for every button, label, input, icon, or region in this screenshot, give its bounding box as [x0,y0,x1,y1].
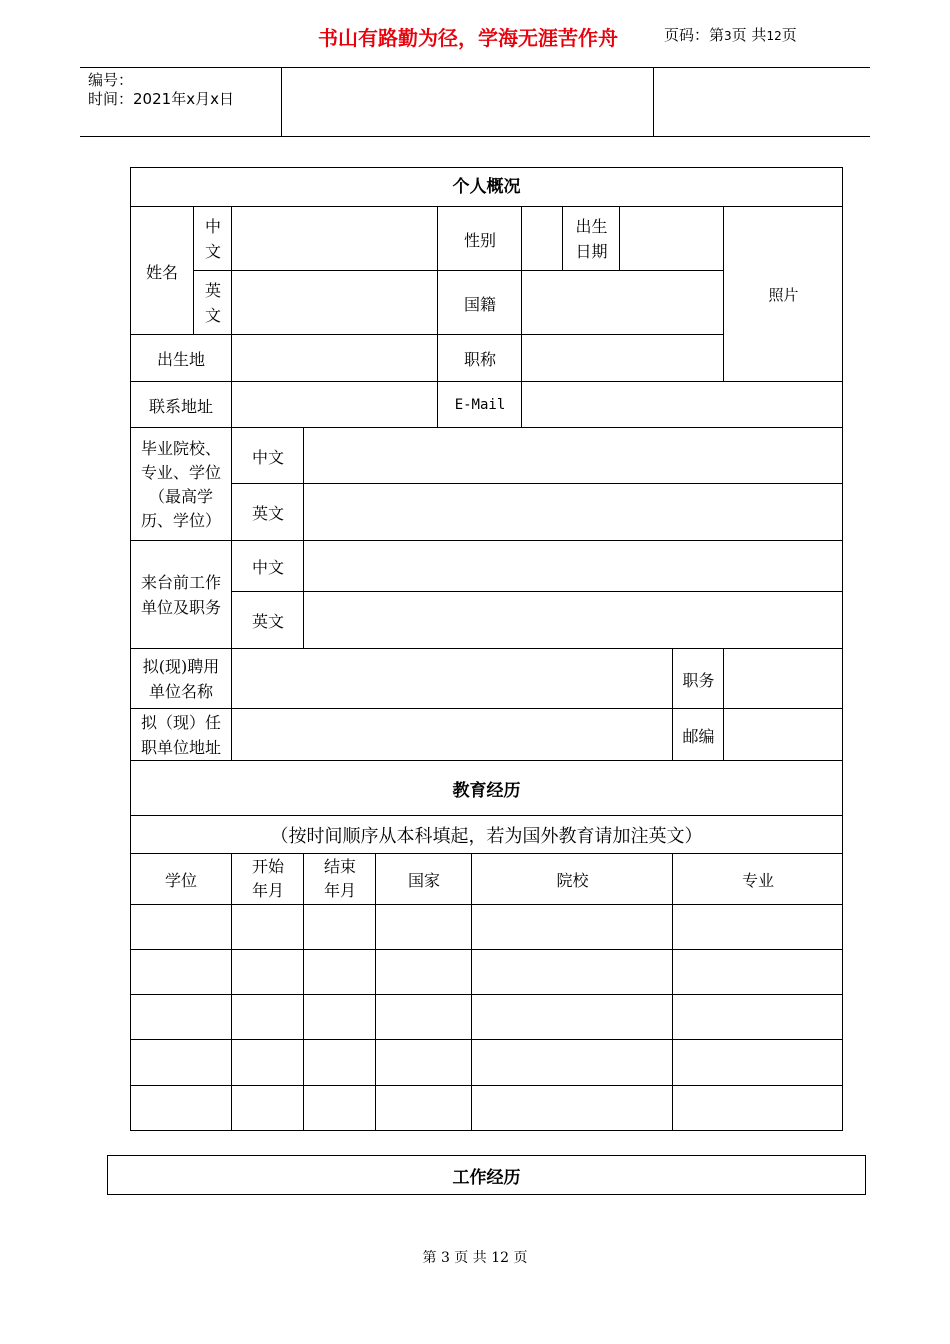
school-chinese-label: 中文 [251,447,284,467]
page-current: 3 [724,29,732,43]
name-label-text: 姓名 [145,262,178,282]
section-title-education: 教育经历 [452,781,521,801]
section-title-work: 工作经历 [107,1155,866,1195]
motto: 书山有路勤为径，学海无涯苦作舟 [318,26,618,50]
school-chinese-input[interactable] [304,428,843,484]
nationality-input[interactable] [522,271,724,335]
address-label: 联系地址 [148,396,213,416]
school-label: 毕业院校、 专业、学位 （最高学 历、学位） [140,438,221,530]
prev-work-chinese-label: 中文 [251,558,284,577]
page-label: 页码：第 [664,26,725,44]
postcode-label: 邮编 [682,726,715,746]
edu-col-country: 国家 [407,870,440,890]
page-footer: 第 3 页 共 12 页 [422,1250,528,1266]
page-mid: 页 共 [731,26,767,44]
time-value: 2021年x月x日 [133,90,234,108]
email-label: E-Mail [454,397,506,413]
english-label-text: 英 文 [204,281,221,325]
chinese-name-input[interactable] [232,207,438,271]
english-name-input[interactable] [232,271,438,335]
page-total: 12 [766,29,782,43]
employer-input[interactable] [232,649,673,709]
title-label: 职称 [463,350,496,369]
header-divider [653,68,654,136]
prev-work-chinese-input[interactable] [304,541,843,592]
school-english-label: 英文 [251,504,284,523]
employer-address-input[interactable] [232,709,673,761]
gender-input[interactable] [522,207,563,271]
prev-work-english-label: 英文 [251,612,284,631]
address-input[interactable] [232,382,438,428]
gender-label-text: 性别 [463,230,496,250]
postcode-input[interactable] [724,709,843,761]
title-input[interactable] [522,335,724,382]
photo-box-text[interactable]: 照片 [768,286,799,304]
section-title-personal-text: 个人概况 [452,177,521,197]
edu-col-start: 开始 年月 [251,857,284,900]
employer-address-label: 拟（现）任 职单位地址 [140,713,221,757]
birthplace-label: 出生地 [156,350,205,369]
birthplace-input[interactable] [232,335,438,382]
birth-date-input[interactable] [620,207,724,271]
edu-col-end: 结束 年月 [323,857,356,900]
education-note: （按时间顺序从本科填起，若为国外教育请加注英文） [270,826,703,847]
page-suffix: 页 [781,26,797,44]
prev-work-label: 来台前工作 单位及职务 [140,573,221,617]
position-input[interactable] [724,649,843,709]
school-english-input[interactable] [304,484,843,541]
header-divider [281,68,282,136]
birth-date-label-text: 出生 日期 [575,217,608,261]
position-label: 职务 [682,670,715,690]
employer-label: 拟(现)聘用 单位名称 [142,657,220,701]
time-line [88,90,234,109]
edu-col-degree: 学位 [164,870,197,890]
page-code [664,24,797,45]
nationality-label-text: 国籍 [463,294,496,314]
number-label: 编号： [88,71,134,89]
page-header [80,67,870,137]
edu-col-major: 专业 [741,870,774,890]
edu-col-school: 院校 [556,870,589,890]
prev-work-english-input[interactable] [304,592,843,649]
chinese-label-text: 中 文 [204,217,221,261]
email-input[interactable] [522,382,843,428]
header-meta [88,71,234,109]
time-label: 时间： [88,90,134,108]
